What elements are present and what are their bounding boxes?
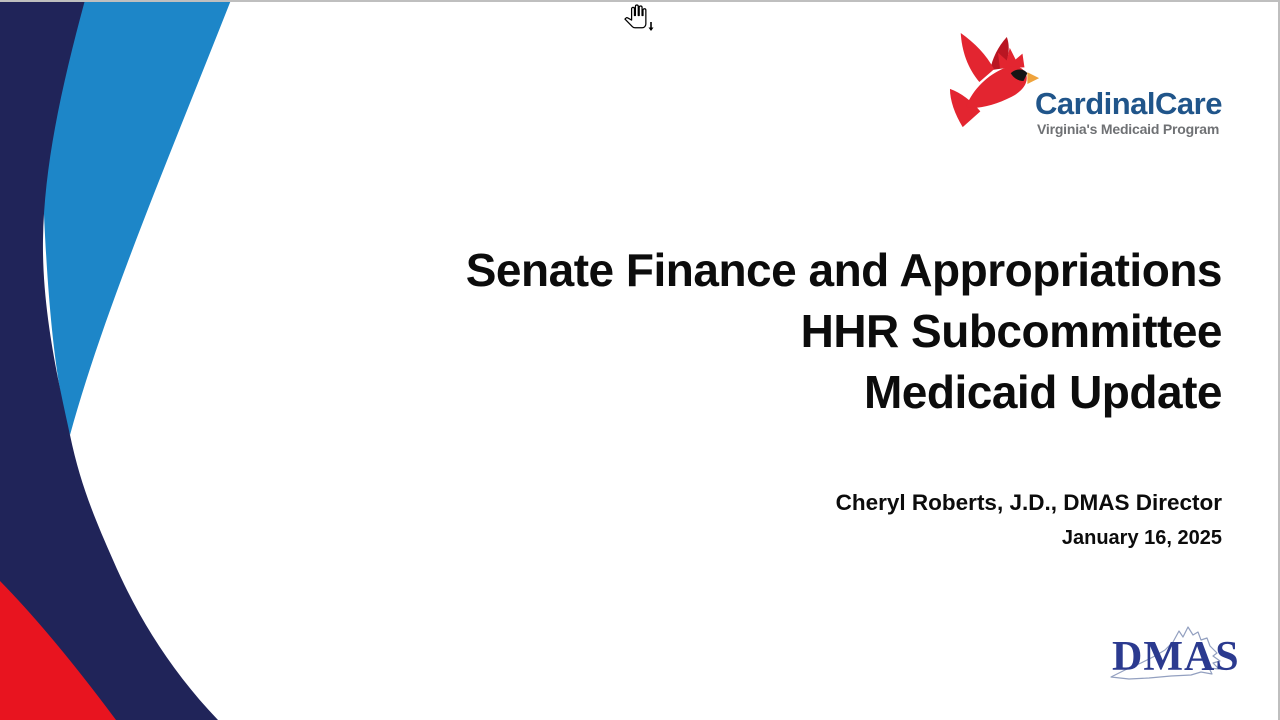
byline xyxy=(836,489,1222,551)
dmas-wordmark: DMAS xyxy=(1112,634,1240,680)
light-blue-swoosh xyxy=(40,0,231,435)
cardinalcare-tagline: Virginia's Medicaid Program xyxy=(1037,121,1220,137)
hand-icon xyxy=(625,5,646,28)
pan-hand-cursor xyxy=(622,3,658,35)
window-top-border xyxy=(0,0,1280,2)
cardinalcare-logo xyxy=(948,30,1240,142)
cardinal-front-wing xyxy=(961,33,994,82)
dmas-logo xyxy=(1105,620,1245,692)
presenter-name: Cheryl Roberts, J.D., DMAS Director xyxy=(835,490,1222,515)
presentation-date: January 16, 2025 xyxy=(1061,527,1222,549)
slide-title xyxy=(466,240,1222,423)
title-line-1: Senate Finance and Appropriations xyxy=(465,244,1222,296)
cardinal-beak xyxy=(1027,72,1039,84)
title-line-3: Medicaid Update xyxy=(863,366,1222,418)
title-line-2: HHR Subcommittee xyxy=(800,305,1222,357)
cardinal-bird-icon xyxy=(948,32,1046,134)
scroll-down-arrow-icon xyxy=(649,22,654,31)
cardinalcare-wordmark: CardinalCare xyxy=(1035,86,1222,121)
